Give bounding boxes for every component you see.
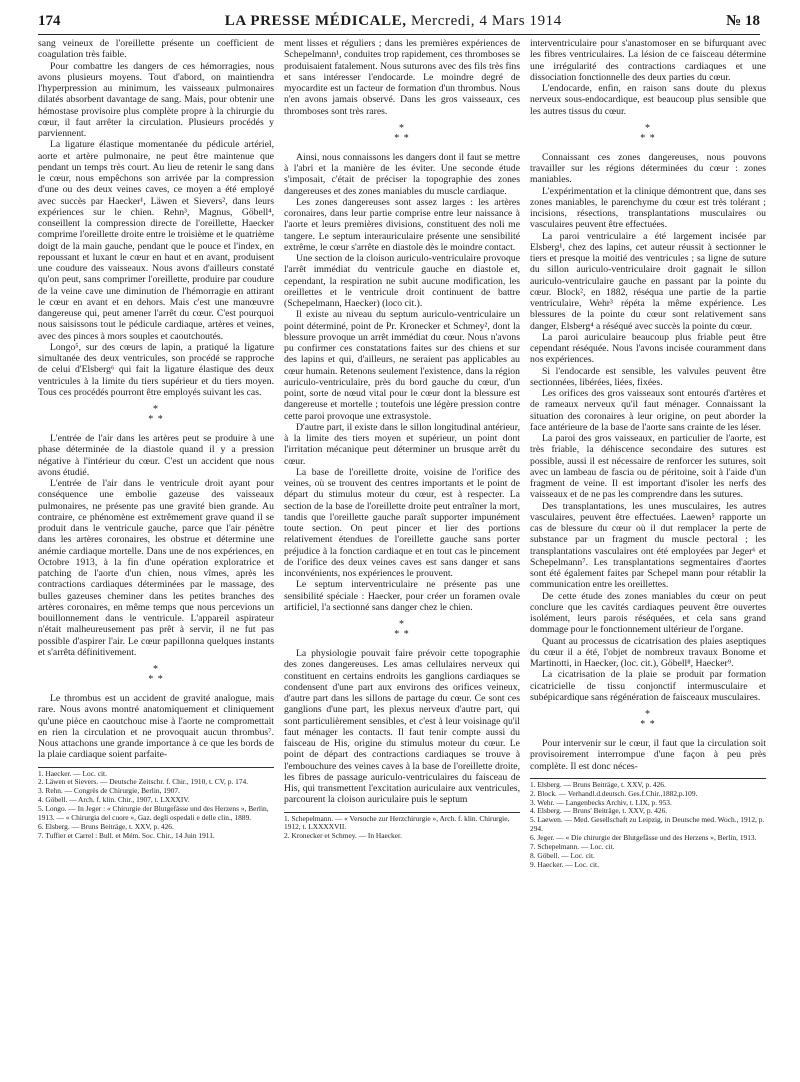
section-separator: * * * bbox=[640, 709, 656, 730]
journal-title: LA PRESSE MÉDICALE, Mercredi, 4 Mars 1914 bbox=[224, 13, 562, 29]
paragraph: Quant au processus de cicatrisation des plaies aseptiques du cœur il a été, l'objet de nombreux travaux Bonome et Martinotti, in Haecker, (loc. cit.), Göbell⁸, Haecker⁹. bbox=[530, 635, 766, 669]
section-separator: * * * bbox=[394, 619, 410, 640]
footnote: 7. Tuffier et Carrel : Bull. et Mém. Soc. Chir., 14 Juin 1911. bbox=[38, 830, 215, 840]
page-number: 174 bbox=[38, 13, 61, 29]
footnote: 1. Haecker. — Loc. cit. bbox=[38, 768, 107, 778]
section-separator: * * * bbox=[394, 122, 410, 144]
paragraph: Les zones dangereuses sont assez larges : les artères coronaires, dans leur partie comprise entre leur naissance à l'aorte et leurs premières divisions, constituent des noli me tangere. Le septum interauriculaire présente une sensibilité extrême, le cœur s'arrête en diastole dès le moindre contact. bbox=[284, 196, 520, 253]
paragraph: Connaissant ces zones dangereuses, nous pouvons travailler sur les régions déterminées du cœur : zones maniables. bbox=[530, 151, 766, 186]
paragraph: Des transplantations, les unes musculaires, les autres vasculaires, peuvent être effectuées. Laewen⁵ rapporte un cas de blessure du cœur où il dut remplacer la perte de substance par un fragment du muscle pectoral ; les transplantations vasculaires ont été employées par Jeger⁶ et Schepelmann⁷. Les transplantations segmentaires d'aortes sont été également faites par Schepel mann pour rétablir la communication entre les oreillettes. bbox=[530, 500, 766, 591]
paragraph: ment lisses et réguliers ; dans les premières expériences de Schepelmann¹, conduites trop rapidement, ces thromboses se produisaient fatalement. Nous suturons avec des fils très fins et sans intéresser l'endocarde. Le moindre degré de myocardite est un facteur de formation d'un thrombus. Nous n'en avons jamais observé. Dans les gros vaisseaux, ces thromboses sont très rares. bbox=[284, 38, 520, 117]
footnote: 5. Longo. — In Jeger : « Chirurgie der Blutgefässe und des Herzens », Berlin, 1913. — « Chirurgia del cuore », Gaz. degli ospedali e delle clin., 1889. bbox=[38, 804, 269, 823]
column-1 bbox=[38, 38, 274, 841]
column-2 bbox=[284, 38, 520, 841]
paragraph: Une section de la cloison auriculo-ventriculaire provoque l'arrêt immédiat du ventricule gauche en diastole et, cependant, la respiration ne subit aucune modification, les oreillettes et le ventricule droit continuent de battre (Schepelmann, Haecker) (loco cit.). bbox=[284, 253, 520, 309]
footnote: 5. Laewen. — Med. Gesellschaft zu Leipzig, in Deutsche med. Woch., 1912, p. 294. bbox=[530, 815, 765, 834]
paragraph: Longo⁵, sur des cœurs de lapin, a pratiqué la ligature simultanée des deux ventricules, son procédé se rapproche de celui d'Elsberg⁶ qui fait la ligature élastique des deux ventricules à la limite du tiers supérieur et du tiers moyen. Tous ces procédés pourront être employés suivant les cas. bbox=[38, 341, 274, 398]
footnotes bbox=[284, 812, 520, 842]
paragraph: La ligature élastique momentanée du pédicule artériel, aorte et artère pulmonaire, ne peut être maintenue que pendant un temps très court. Au lieu de retenir le sang dans le cœur, nous empêchons son arrivée par la compression d'une ou des deux veines caves, ce moyen a été employé avec succès par Haecker¹, Läwen et Sievers², dans leurs expériences sur le chien. Rehn³, Magnus, Göbell⁴, conseillent la compression directe de l'oreillette, Haecker comprime l'oreillette droite entre le troisième et le quatrième doigt de la main gauche, pendant que le pouce et l'index, en repoussant et luxant le cœur en haut et en avant, produisent une coudure des vaisseaux. Nous avons d'ailleurs constaté qu'on peut, sans comprimer l'oreillette, produire par coudure de la veine cave une diminution de l'hémorragie en attirant le cœur en avant et en dehors. Mais c'est une manœuvre dangereuse qui, peut amener l'arrêt du cœur. C'est pourquoi nous saisissons tout le pédicule cardiaque, artères et veines, avec des pinces à mors souples et caoutchoutés. bbox=[38, 139, 274, 342]
paragraph: La cicatrisation de la plaie se produit par formation cicatricielle de tissu conjonctif intermusculaire et subépicardique sans régénération de faisceaux musculaires. bbox=[530, 669, 766, 703]
footnote: 7. Schepelmann. — Loc. cit. bbox=[530, 842, 615, 852]
issue-number: № 18 bbox=[726, 13, 760, 29]
footnote: 1. Elsberg. — Bruns Beiträge, t. XXV, p. 426. bbox=[530, 779, 666, 789]
paragraph: Le thrombus est un accident de gravité analogue, mais rare. Nous avons montré anatomiquement et cliniquement qu'une pièce en caoutchouc mise à l'aorte ne compromettait en rien la circulation et ne provoquait aucun thrombus⁷. Nous attachons une grande importance à ce que les bords de la plaie cardiaque soient parfaite- bbox=[38, 693, 274, 761]
paragraph: L'endocarde, enfin, en raison sans doute du plexus nerveux sous-endocardique, est beaucoup plus sensible que les autres tissus du cœur. bbox=[530, 83, 766, 117]
footnote: 2. Block. — Verhandl.d.deutsch. Ges.f.Chir.,1882,p.109. bbox=[530, 788, 698, 798]
paragraph: La paroi auriculaire beaucoup plus friable peut être cependant réséquée. Nous l'avons incisée couramment dans nos expériences. bbox=[530, 331, 766, 366]
column-3 bbox=[530, 38, 766, 870]
paragraph: De cette étude des zones maniables du cœur on peut conclure que les cavités cardiaques peuvent être ouvertes isolément, leurs parois réséquées, et cela sans grand dommage pour le fonctionnement ultérieur de l'organe. bbox=[530, 590, 766, 636]
paragraph: L'entrée de l'air dans les artères peut se produire à une phase déterminée de la diastole quand il y a pression négative à l'intérieur du cœur. C'est un accident que nous avons étudié. bbox=[38, 433, 274, 478]
footnote: 8. Göbell. — Loc. cit. bbox=[530, 851, 595, 860]
footnote: 6. Elsberg. — Bruns Beiträge, t. XXV, p. 426. bbox=[38, 821, 174, 831]
paragraph: La physiologie pouvait faire prévoir cette topographie des zones dangereuses. Les amas cellulaires nerveux qui constituent en certains endroits les ganglions cardiaques se condensent d'une part aux environs des orifices veineux, d'autre part dans les sillons de partage du cœur. Ce sont ces ganglions d'une part, les plexus nerveux d'autre part, qui sont particulièrement sensibles, et c'est à leur voisinage qu'il faut ménager les contacts. Il faut tenir compte aussi du faisceau de His, origine du stimulus moteur du cœur. Le point de départ des contractions cardiaques se trouve à l'embouchure des veines caves à la base de l'oreillette droite, les fibres de passage auriculo-ventriculaires du faisceau de His, qui transmettent l'excitation auriculaire aux ventricules, parcourent la cloison auriculaire puis le septum bbox=[284, 648, 520, 806]
paragraph: Il existe au niveau du septum auriculo-ventriculaire un point déterminé, point de Pr. Kronecker et Schmey², dont la blessure provoque un arrêt immédiat du cœur. Nous n'avons pu confirmer ces constatations faites sur des chiens et sur des lapins et qui, d'ailleurs, ne seraient pas applicables au cœur humain. Retenons seulement l'existence, dans la région auriculo-ventriculaire, près du bord gauche du cœur, d'un point, sorte de nœud vital pour le cœur dont la blessure est dangereuse et mortelle ; toutefois une légère pression contre cette paroi provoque une extrasystole. bbox=[284, 309, 520, 422]
paragraph: L'expérimentation et la clinique démontrent que, dans ses zones maniables, le parenchyme du cœur est très tolérant ; incisions, résections, transplantations musculaires ou vasculaires peuvent être effectuées. bbox=[530, 185, 766, 231]
footnotes bbox=[530, 778, 766, 870]
section-separator: * * * bbox=[148, 664, 164, 685]
paragraph: interventriculaire pour s'anastomoser en se bifurquant avec les fibres ventriculaires. La lésion de ce faisceau détermine une irrégularité des contractions cardiaques et une dissociation fonctionnelle des deux parties du cœur. bbox=[530, 38, 766, 83]
paragraph: Pour combattre les dangers de ces hémorragies, nous avons plusieurs moyens. Tout d'abord, on maintiendra l'hyperpression au minimum, les vaisseaux pulmonaires dilatés absorbent davantage de sang. Mais, pour obtenir une hémostase provisoire plus complète propre à la chirurgie du cœur, il faut arrêter la circulation. Plusieurs procédés y parviennent. bbox=[38, 60, 274, 139]
paragraph: Le septum interventriculaire ne présente pas une sensibilité spéciale : Haecker, pour créer un foramen ovale artificiel, l'a sectionné sans danger chez le chien. bbox=[284, 579, 520, 613]
paragraph: Ainsi, nous connaissons les dangers dont il faut se mettre à l'abri et la manière de les éviter. Une seconde étude s'imposait, c'était de préciser la topographie des zones dangereuses et des zones maniables du muscle cardiaque. bbox=[284, 151, 520, 197]
section-separator: * * * bbox=[640, 122, 656, 144]
footnote: 9. Haecker. — Loc. cit. bbox=[530, 859, 599, 869]
paragraph: La base de l'oreillette droite, voisine de l'orifice des veines, où se trouvent des centres importants et le point de départ du stimulus moteur du cœur, est à respecter. La section de la base de l'oreillette droite peut entraîner la mort, tandis que l'oreillette gauche paraît supporter impunément toute section. On peut pincer et lier des portions relativement étendues de l'oreillette gauche sans porter préjudice à la fonction cardiaque et en tout cas le pincement de l'orifice des deux veines caves est sans danger et sans inconvénients, nos expériences le prouvent. bbox=[284, 466, 520, 579]
page-header bbox=[38, 8, 760, 35]
footnote: 1. Schepelmann. — « Versuche zur Herzchirurgie », Arch. f. klin. Chirurgie, 1912, t. LXXXXVII. bbox=[284, 813, 510, 832]
paragraph: Les orifices des gros vaisseaux sont entourés d'artères et de rameaux nerveux qu'il faut ménager. Connaissant la situation des coronaires à leur origine, on peut aborder la face antérieure de la base de l'aorte sans crainte de les léser. bbox=[530, 388, 766, 433]
paragraph: D'autre part, il existe dans le sillon longitudinal antérieur, à la limite des tiers moyen et supérieur, un point dont l'irritation mécanique peut déterminer un brusque arrêt du cœur. bbox=[284, 421, 520, 467]
footnote: 4. Elsberg. — Bruns' Beiträge, t. XXV, p. 426. bbox=[530, 806, 668, 816]
footnote: 3. Wehr. — Langenbecks Archiv, t. LIX, p. 953. bbox=[530, 797, 672, 807]
section-separator: * * * bbox=[148, 404, 164, 425]
paragraph: sang veineux de l'oreillette présente un coefficient de coagulation très faible. bbox=[38, 38, 274, 61]
paragraph: Pour intervenir sur le cœur, il faut que la circulation soit provisoirement interrompue d'une façon à peu près complète. Il est donc néces- bbox=[530, 738, 766, 772]
paragraph: La paroi des gros vaisseaux, en particulier de l'aorte, est très friable, la déhiscence secondaire des sutures est possible, aussi il est nécessaire de renforcer les sutures, soit avec un lambeau de fascia ou de péritoine, soit à l'aide d'un fragment de veine. Il est important d'isoler les nerfs des vaisseaux et de ne pas les comprendre dans les sutures. bbox=[530, 433, 766, 501]
paragraph: Si l'endocarde est sensible, les valvules peuvent être sectionnées, libérées, liées, fixées. bbox=[530, 365, 766, 388]
footnote: 2. Kronecker et Schmey. — In Haecker. bbox=[284, 831, 402, 841]
footnote: 3. Rehn. — Congrès de Chirurgie, Berlin, 1907. bbox=[38, 786, 180, 796]
footnote: 2. Läwen et Sievers. — Deutsche Zeitschr. f. Chir., 1910, t. CV, p. 174. bbox=[38, 777, 249, 787]
footnote: 4. Göbell. — Arch. f. klin. Chir., 1907, t. LXXXIV. bbox=[38, 795, 190, 805]
paragraph: L'entrée de l'air dans le ventricule droit ayant pour conséquence une embolie gazeuse des vaisseaux pulmonaires, ne présente pas une gravité bien grande. Au contraire, ce phénomène est extrêmement grave quand il se produit dans le ventricule gauche, parce que l'air pénètre dans les artères coronaires, les obstrue et détermine une anémie cardiaque mortelle. Dans une de nos expériences, en Octobre 1913, à la fin d'une opération exploratrice et patching de l'aorte d'un chien, nous vîmes, après les contractions cardiaques déterminées par le massage, des bulles gazeuses cheminer dans les petites branches des artères coronaires, en même temps que nous percevions un bouillonnement dans le ventricule. L'appareil aspirateur n'était malheureusement pas prêt à servir, il ne fut pas possible d'aspirer l'air. Le cœur papillonna quelques instants et s'arrêta définitivement. bbox=[38, 478, 274, 658]
footnote: 6. Jeger. — « Die chirurgie der Blutgefässe und des Herzens », Berlin, 1913. bbox=[530, 833, 757, 843]
footnotes bbox=[38, 767, 274, 841]
paragraph: La paroi ventriculaire a été largement incisée par Elsberg¹, chez des lapins, cet auteur réussit à sectionner le tiers et presque la moitié des ventricules ; sa ligne de suture du sillon auriculo-ventriculaire droit gagnait le sillon auriculo-ventriculaire gauche en passant par la pointe du cœur. Block², en 1882, réséqua une partie de la partie ventriculaire, Wehr³ répéta la même expérience. Les blessures de la pointe du cœur sont relativement sans danger, Elsberg⁴ a réséqué avec succès la pointe du cœur. bbox=[530, 230, 766, 332]
